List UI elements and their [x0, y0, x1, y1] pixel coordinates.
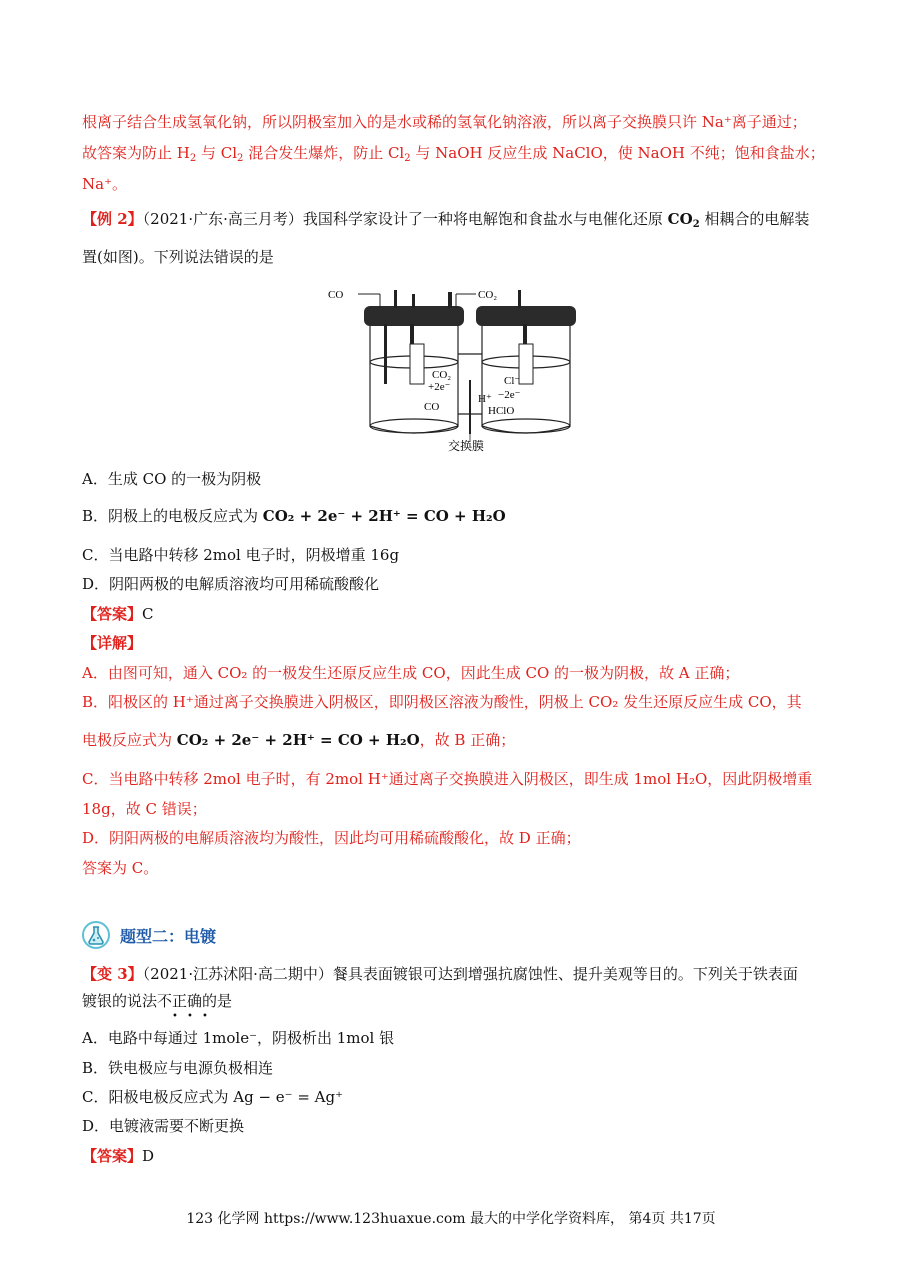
text-fragment: 混合发生爆炸，防止 Cl — [243, 144, 405, 162]
left-cell-lid — [364, 306, 464, 326]
detail-c-line-1: C．当电路中转移 2mol 电子时，有 2mol H⁺通过离子交换膜进入阴极区，即生成 1mol H₂O，因此阴极增重 — [82, 770, 813, 788]
variant3-stem-line-1 — [82, 964, 798, 984]
variant3-option-b: B．铁电极应与电源负极相连 — [82, 1059, 274, 1077]
left-species-top: CO₂ — [432, 369, 452, 381]
variant3-answer — [82, 1146, 154, 1166]
left-gas-tube — [384, 324, 387, 384]
emphasis-dot: • — [187, 1011, 193, 1022]
electrolysis-cell-diagram — [318, 284, 588, 456]
detail-tag: 【详解】 — [82, 634, 143, 652]
prev-answer-line-2 — [82, 143, 825, 169]
section-header — [82, 920, 216, 950]
left-species-mid: +2e⁻ — [428, 381, 451, 393]
flask-icon — [82, 921, 110, 949]
example2-detail-tag — [82, 633, 142, 653]
co2-in-pipe — [456, 294, 476, 308]
co2-in-label: CO₂ — [478, 289, 498, 301]
prev-answer-line-3: Na⁺。 — [82, 175, 127, 193]
answer-value: C — [142, 605, 154, 623]
right-species-bottom: HClO — [488, 405, 515, 417]
subscript: 2 — [404, 153, 411, 164]
text-fragment: 电极反应式为 — [82, 731, 177, 749]
answer-tag: 【答案】 — [82, 1147, 143, 1165]
right-cell-bottom — [482, 419, 570, 433]
detail-d: D．阴阳两极的电解质溶液均为酸性，因此均可用稀硫酸酸化，故 D 正确； — [82, 829, 581, 847]
prev-answer-line-1: 根离子结合生成氢氧化钠，所以阴极室加入的是水或稀的氢氧化钠溶液，所以离子交换膜只许 Na⁺离子通过； — [82, 113, 807, 131]
text-fragment: ，故 B 正确； — [419, 731, 516, 749]
emphasis-dot: • — [202, 1011, 208, 1022]
text-fragment: 与 NaOH 反应生成 NaClO，使 NaOH 不纯；饱和食盐水； — [410, 144, 825, 162]
emphasis-dot: • — [172, 1011, 178, 1022]
left-species-bottom: CO — [424, 401, 440, 413]
co-out-label: CO — [328, 289, 344, 301]
left-terminal — [394, 290, 397, 308]
example2-option-d: D．阴阳两极的电解质溶液均可用稀硫酸酸化 — [82, 575, 380, 593]
example2-answer — [82, 604, 154, 624]
subscript: 2 — [237, 153, 244, 164]
example2-stem-line-2: 置(如图)。下列说法错误的是 — [82, 248, 274, 266]
text-fragment: 我国科学家设计了一种将电解饱和食盐水与电催化还原 — [302, 210, 668, 228]
detail-a: A．由图可知，通入 CO₂ 的一极发生还原反应生成 CO，因此生成 CO 的一极为阴极，故 A 正确； — [82, 664, 740, 682]
left-terminal-2 — [412, 294, 415, 308]
detail-c-line-2: 18g，故 C 错误； — [82, 800, 207, 818]
middle-ion-label: H⁺ — [478, 393, 492, 405]
membrane-label: 交换膜 — [448, 439, 485, 453]
subscript: 2 — [189, 153, 197, 164]
text-fragment: 与 Cl — [196, 144, 238, 162]
section-title: 题型二：电镀 — [120, 926, 217, 946]
text-fragment: 餐具表面镀银可达到增强抗腐蚀性、提升美观等目的。下列关于铁表面 — [332, 965, 798, 983]
page-footer: 123 化学网 https://www.123huaxue.com 最大的中学化学资料库， 第4页 共17页 — [186, 1211, 716, 1227]
detail-b-line-2 — [82, 730, 515, 750]
left-cell-bottom — [370, 419, 458, 433]
variant3-option-a: A．电路中每通过 1mole⁻，阴极析出 1mol 银 — [82, 1029, 395, 1047]
text-fragment: B．阴极上的电极反应式为 — [82, 507, 263, 525]
variant-tag: 【变 3】 — [82, 965, 143, 983]
equation: CO₂ + 2e⁻ + 2H⁺ = CO + H₂O — [262, 507, 506, 525]
right-species-mid: −2e⁻ — [498, 389, 521, 401]
example-tag: 【例 2】 — [82, 210, 143, 228]
question-source: （2021·广东·高三月考） — [142, 210, 303, 228]
left-gas-outlet — [448, 292, 452, 308]
answer-value: D — [142, 1147, 155, 1165]
right-terminal — [518, 290, 521, 308]
variant3-option-c: C．阳极电极反应式为 Ag − e⁻ = Ag⁺ — [82, 1088, 344, 1106]
example2-option-c: C．当电路中转移 2mol 电子时，阴极增重 16g — [82, 546, 400, 564]
example2-stem-line-1 — [82, 209, 809, 235]
equation: CO₂ + 2e⁻ + 2H⁺ = CO + H₂O — [176, 731, 420, 749]
right-cell-lid — [476, 306, 576, 326]
example2-option-a: A．生成 CO 的一极为阴极 — [82, 470, 262, 488]
right-electrode-plate — [519, 344, 533, 384]
answer-tag: 【答案】 — [82, 605, 143, 623]
example2-option-b — [82, 506, 506, 526]
variant3-option-d: D．电镀液需要不断更换 — [82, 1117, 245, 1135]
detail-conclusion: 答案为 C。 — [82, 859, 159, 877]
detail-b-line-1: B．阳极区的 H⁺通过离子交换膜进入阴极区，即阴极区溶液为酸性，阴极上 CO₂ 发生还原反应生成 CO，其 — [82, 693, 802, 711]
subscript: 2 — [692, 219, 700, 230]
variant3-stem-line-2: 镀银的说法不正确的是 — [82, 992, 233, 1010]
formula: CO — [667, 210, 693, 228]
left-electrode-plate — [410, 344, 424, 384]
question-source: （2021·江苏沭阳·高二期中） — [142, 965, 333, 983]
right-species-top: Cl⁻ — [504, 375, 521, 387]
text-fragment: 故答案为防止 H — [82, 144, 190, 162]
text-fragment: 相耦合的电解装 — [699, 210, 810, 228]
